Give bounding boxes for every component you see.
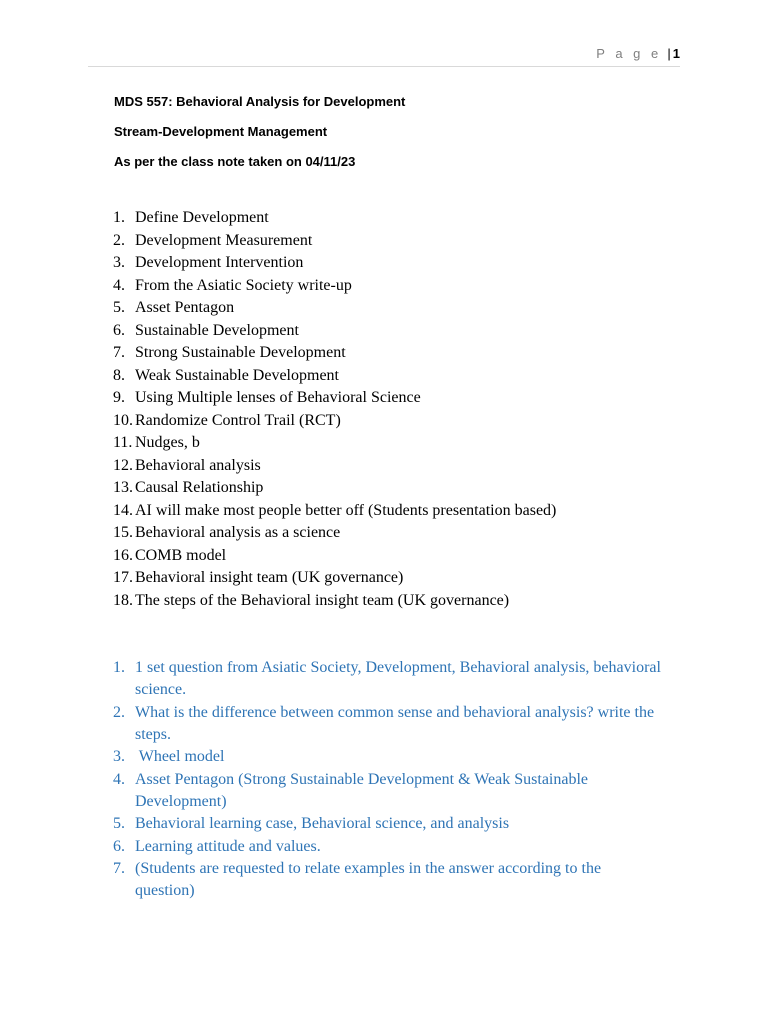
topic-number: 18. [113,591,133,609]
topic-number: 7. [113,344,125,361]
topic-number: 4. [113,276,125,294]
topic-item [113,477,673,500]
question-text: What is the difference between common sense and behavioral analysis? write the steps. [135,703,655,743]
topic-item [113,567,673,590]
topic-number: 9. [113,389,125,406]
topic-number: 11. [113,434,133,451]
topic-text: From the Asiatic Society write-up [135,276,352,294]
question-text: 1 set question from Asiatic Society, Development, Behavioral analysis, behavioral science. [135,659,661,698]
question-text: Learning attitude and values. [135,837,321,855]
topic-text: Development Measurement [135,231,313,249]
topic-number: 5. [113,299,125,316]
topic-number: 6. [113,321,125,339]
topic-text: Causal Relationship [135,479,264,496]
topic-text: Behavioral analysis as a science [135,524,341,541]
page-label: P a g e [596,46,662,61]
course-title: MDS 557: Behavioral Analysis for Development [114,94,406,109]
topic-item [113,275,673,298]
topic-text: Behavioral insight team (UK governance) [135,569,404,586]
topic-text: Strong Sustainable Development [135,344,346,361]
class-note-line: As per the class note taken on 04/11/23 [114,154,356,169]
topic-text: Nudges, b [135,434,200,451]
question-item [113,702,663,746]
question-number: 4. [113,770,125,788]
topic-text: Development Intervention [135,254,304,271]
topic-item [113,410,673,433]
topic-item [113,432,673,455]
question-number: 7. [113,860,125,877]
topic-text: Sustainable Development [135,321,299,339]
topic-item [113,230,673,253]
topic-item [113,522,673,545]
question-number: 1. [113,659,125,676]
header-rule [88,66,680,67]
question-text: (Students are requested to relate examples in the answer according to the question) [135,860,602,899]
topic-number: 13. [113,479,133,496]
topic-item [113,297,673,320]
question-item [113,836,663,858]
topic-text: The steps of the Behavioral insight team (UK governance) [135,591,510,609]
topic-item [113,365,673,388]
page-header [88,46,680,61]
document-meta [114,93,405,183]
topic-item [113,252,673,275]
topic-text: Using Multiple lenses of Behavioral Science [135,389,421,406]
question-item [113,769,663,813]
stream-line: Stream-Development Management [114,124,328,139]
topic-item [113,500,673,523]
topic-number: 12. [113,456,133,474]
question-item [113,746,663,768]
question-list [113,657,663,903]
topic-item [113,455,673,478]
topic-number: 10. [113,411,133,429]
topic-text: Define Development [135,209,269,226]
topic-item [113,342,673,365]
topic-text: Randomize Control Trail (RCT) [135,411,341,429]
topic-number: 15. [113,524,133,541]
topic-number: 8. [113,366,125,384]
topic-number: 16. [113,546,133,564]
question-text: Behavioral learning case, Behavioral science, and analysis [135,815,510,832]
question-item [113,813,663,835]
topic-number: 14. [113,501,133,519]
topic-item [113,590,673,613]
topic-number: 2. [113,231,125,249]
question-number: 2. [113,703,125,721]
topic-list [113,207,673,612]
topic-number: 17. [113,569,133,586]
topic-text: COMB model [135,546,227,564]
topic-number: 1. [113,209,125,226]
topic-text: AI will make most people better off (Students presentation based) [135,501,557,519]
page-number: 1 [672,46,680,61]
question-item [113,858,663,902]
topic-text: Asset Pentagon [135,299,235,316]
topic-item [113,387,673,410]
page-separator: | [667,46,671,61]
question-number: 5. [113,815,125,832]
question-item [113,657,663,701]
topic-text: Weak Sustainable Development [135,366,339,384]
question-text: Asset Pentagon (Strong Sustainable Development & Weak Sustainable Development) [135,770,589,810]
question-number: 3. [113,748,125,765]
topic-number: 3. [113,254,125,271]
question-number: 6. [113,837,125,855]
topic-item [113,207,673,230]
question-text: Wheel model [135,748,225,765]
topic-item [113,545,673,568]
topic-item [113,320,673,343]
topic-text: Behavioral analysis [135,456,261,474]
